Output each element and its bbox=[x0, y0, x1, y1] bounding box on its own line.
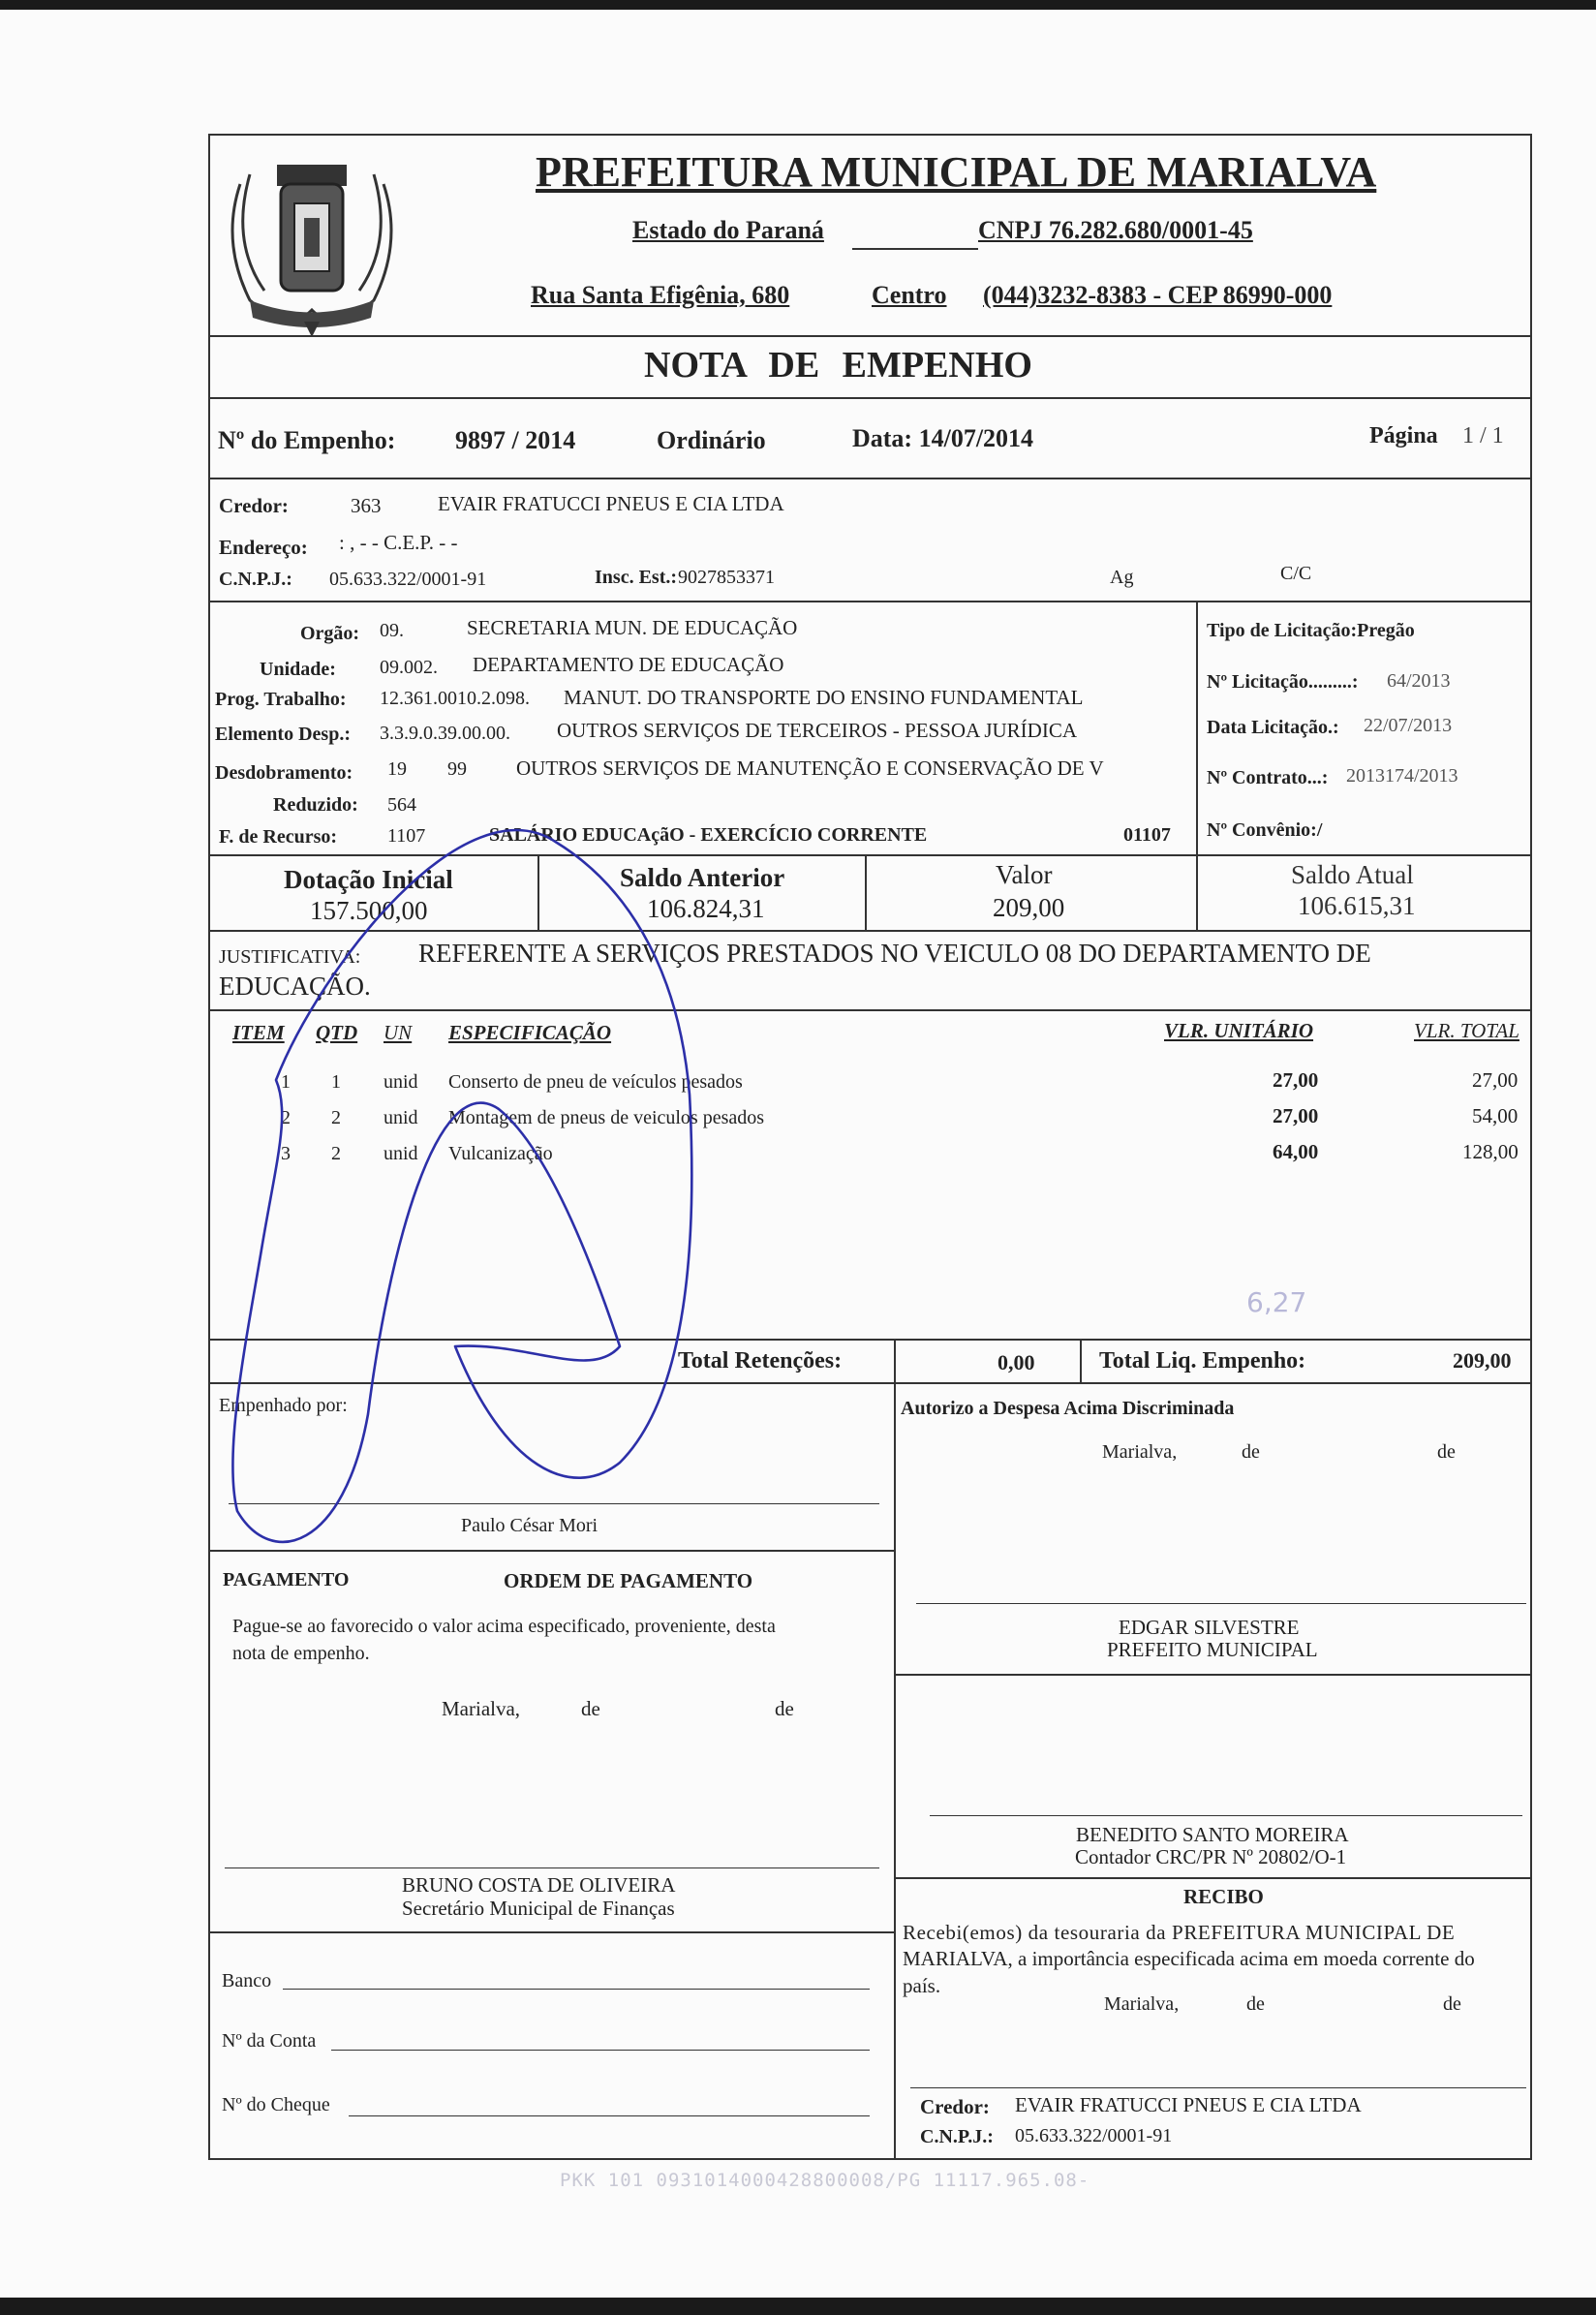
row-vlr-total: 128,00 bbox=[1462, 1140, 1519, 1163]
dotacao-label: Dotação Inicial bbox=[284, 865, 453, 894]
saldo-anterior-label: Saldo Anterior bbox=[620, 863, 785, 892]
row-vlr-total: 27,00 bbox=[1472, 1068, 1519, 1092]
prefeito-cargo: PREFEITO MUNICIPAL bbox=[1107, 1638, 1318, 1661]
desd-b: 99 bbox=[447, 758, 467, 780]
orgao-code: 09. bbox=[380, 620, 404, 641]
prog-code: 12.361.0010.2.098. bbox=[380, 688, 530, 709]
prog-name: MANUT. DO TRANSPORTE DO ENSINO FUNDAMENTAL bbox=[564, 686, 1084, 709]
elem-code: 3.3.9.0.39.00.00. bbox=[380, 723, 510, 744]
row-un: unid bbox=[384, 1107, 418, 1128]
saldo-atual-label: Saldo Atual bbox=[1291, 860, 1414, 889]
liq-empenho-label: Total Liq. Empenho: bbox=[1099, 1348, 1306, 1374]
empenho-label: Nº do Empenho: bbox=[218, 426, 396, 454]
unidade-name: DEPARTAMENTO DE EDUCAÇÃO bbox=[473, 653, 784, 676]
row-especificacao: Montagem de pneus de veiculos pesados bbox=[448, 1107, 765, 1128]
elem-name: OUTROS SERVIÇOS DE TERCEIROS - PESSOA JURÍDICA bbox=[557, 719, 1078, 742]
row-qtd: 1 bbox=[331, 1071, 341, 1093]
recibo-credor: EVAIR FRATUCCI PNEUS E CIA LTDA bbox=[1015, 2093, 1362, 2116]
prefeito-nome: EDGAR SILVESTRE bbox=[1119, 1616, 1300, 1639]
secretario-nome: BRUNO COSTA DE OLIVEIRA bbox=[402, 1873, 676, 1897]
autorizo-de: de bbox=[1242, 1441, 1260, 1463]
row-vlr-unitario: 27,00 bbox=[1273, 1104, 1319, 1127]
orgao-label: Orgão: bbox=[300, 623, 360, 644]
col-item: ITEM bbox=[232, 1021, 285, 1044]
valor-value: 209,00 bbox=[993, 893, 1065, 922]
licitacao-num-label: Nº Licitação.........: bbox=[1207, 671, 1359, 693]
dotacao-value: 157.500,00 bbox=[310, 896, 428, 925]
pagamento-de-2: de bbox=[775, 1697, 794, 1720]
justificativa-text: REFERENTE A SERVIÇOS PRESTADOS NO VEICULO 08 DO DEPARTAMENTO DE bbox=[418, 939, 1371, 968]
col-vlr-total: VLR. TOTAL bbox=[1414, 1019, 1519, 1042]
header-state: Estado do Paraná bbox=[632, 216, 824, 244]
reduz-value: 564 bbox=[387, 794, 416, 816]
col-vlr-unitario: VLR. UNITÁRIO bbox=[1164, 1019, 1314, 1042]
unidade-label: Unidade: bbox=[260, 659, 336, 680]
recibo-text-3: país. bbox=[903, 1974, 941, 1997]
margin-note: 6,27 bbox=[1246, 1286, 1307, 1318]
row-qtd: 2 bbox=[331, 1107, 341, 1128]
page-number: 1 / 1 bbox=[1462, 423, 1504, 448]
recibo-city: Marialva, bbox=[1104, 1993, 1180, 2015]
retencoes-label: Total Retenções: bbox=[678, 1348, 843, 1374]
insc-value: 9027853371 bbox=[678, 567, 775, 588]
header-address: Rua Santa Efigênia, 680 bbox=[531, 281, 790, 309]
recibo-text-2: MARIALVA, a importância especificada acima em moeda corrente do bbox=[903, 1947, 1475, 1970]
row-un: unid bbox=[384, 1143, 418, 1164]
saldo-atual-value: 106.615,31 bbox=[1298, 891, 1416, 920]
desd-name: OUTROS SERVIÇOS DE MANUTENÇÃO E CONSERVAÇÃO DE V bbox=[516, 756, 1104, 780]
licitacao-data: 22/07/2013 bbox=[1364, 715, 1453, 736]
page-label: Página bbox=[1369, 423, 1438, 448]
unidade-code: 09.002. bbox=[380, 657, 438, 678]
recibo-cnpj: 05.633.322/0001-91 bbox=[1015, 2125, 1173, 2146]
empenhado-por-label: Empenhado por: bbox=[219, 1395, 348, 1416]
col-especificacao: ESPECIFICAÇÃO bbox=[448, 1021, 612, 1044]
cnpj-label: C.N.P.J.: bbox=[219, 569, 292, 590]
pagamento-text: Pague-se ao favorecido o valor acima especificado, proveniente, desta bbox=[232, 1616, 776, 1637]
header-title: PREFEITURA MUNICIPAL DE MARIALVA bbox=[536, 148, 1377, 196]
recibo-text: Recebi(emos) da tesouraria da PREFEITURA MUNICIPAL DE bbox=[903, 1921, 1456, 1944]
insc-label: Insc. Est.: bbox=[595, 567, 678, 588]
justificativa-label: JUSTIFICATIVA: bbox=[219, 946, 361, 968]
doc-title: NOTA DE EMPENHO bbox=[644, 345, 1032, 386]
row-item: 3 bbox=[281, 1143, 291, 1164]
credor-label: Credor: bbox=[219, 494, 289, 517]
retencoes-value: 0,00 bbox=[998, 1350, 1035, 1374]
endereco-label: Endereço: bbox=[219, 536, 308, 559]
autorizo-label: Autorizo a Despesa Acima Discriminada bbox=[901, 1398, 1235, 1419]
cheque-label: Nº do Cheque bbox=[222, 2094, 330, 2115]
footer-code: PKK 101 0931014000428800008/PG 11117.965.08- bbox=[560, 2170, 1090, 2191]
recibo-de-2: de bbox=[1443, 1993, 1461, 2015]
contrato-label: Nº Contrato...: bbox=[1207, 767, 1329, 788]
autorizo-city: Marialva, bbox=[1102, 1441, 1178, 1463]
cnpj-value: 05.633.322/0001-91 bbox=[329, 569, 487, 590]
row-item: 1 bbox=[281, 1071, 291, 1093]
row-vlr-total: 54,00 bbox=[1472, 1104, 1519, 1127]
recibo-title: RECIBO bbox=[1183, 1885, 1264, 1908]
recibo-credor-label: Credor: bbox=[920, 2095, 990, 2118]
banco-label: Banco bbox=[222, 1970, 272, 1991]
contador-nome: BENEDITO SANTO MOREIRA bbox=[1076, 1823, 1349, 1846]
empenho-type: Ordinário bbox=[657, 426, 766, 454]
justificativa-text-2: EDUCAÇÃO. bbox=[219, 972, 371, 1001]
convenio: Nº Convênio:/ bbox=[1207, 819, 1323, 841]
saldo-anterior-value: 106.824,31 bbox=[647, 894, 765, 923]
row-especificacao: Vulcanização bbox=[448, 1143, 553, 1164]
header-phone-cep: (044)3232-8383 - CEP 86990-000 bbox=[983, 281, 1333, 309]
pagamento-de: de bbox=[581, 1697, 600, 1720]
empenhado-nome: Paulo César Mori bbox=[461, 1515, 598, 1536]
valor-label: Valor bbox=[996, 860, 1053, 889]
autorizo-de-2: de bbox=[1437, 1441, 1456, 1463]
reduz-label: Reduzido: bbox=[273, 794, 358, 816]
ag-label: Ag bbox=[1110, 567, 1134, 588]
desd-label: Desdobramento: bbox=[215, 762, 353, 784]
contador-cargo: Contador CRC/PR Nº 20802/O-1 bbox=[1075, 1845, 1347, 1868]
contrato-value: 2013174/2013 bbox=[1346, 765, 1458, 787]
desd-a: 19 bbox=[387, 758, 407, 780]
recibo-de: de bbox=[1246, 1993, 1265, 2015]
header-cnpj: CNPJ 76.282.680/0001-45 bbox=[978, 216, 1253, 244]
recibo-cnpj-label: C.N.P.J.: bbox=[920, 2126, 994, 2147]
elem-label: Elemento Desp.: bbox=[215, 724, 351, 745]
secretario-cargo: Secretário Municipal de Finanças bbox=[402, 1897, 675, 1920]
row-vlr-unitario: 64,00 bbox=[1273, 1140, 1319, 1163]
rec-label: F. de Recurso: bbox=[219, 826, 338, 848]
row-qtd: 2 bbox=[331, 1143, 341, 1164]
endereco-value: : , - - C.E.P. - - bbox=[339, 531, 458, 554]
pagamento-label: PAGAMENTO bbox=[223, 1569, 350, 1590]
row-un: unid bbox=[384, 1071, 418, 1093]
credor-code: 363 bbox=[351, 494, 382, 517]
licitacao-num: 64/2013 bbox=[1387, 670, 1451, 692]
rec-number: 01107 bbox=[1123, 824, 1171, 846]
licitacao-type: Tipo de Licitação:Pregão bbox=[1207, 620, 1415, 641]
rec-name: SALÁRIO EDUCAçãO - EXERCÍCIO CORRENTE bbox=[489, 824, 928, 846]
cc-label: C/C bbox=[1280, 563, 1312, 584]
credor-name: EVAIR FRATUCCI PNEUS E CIA LTDA bbox=[438, 492, 784, 515]
header-district: Centro bbox=[872, 281, 947, 309]
col-qtd: QTD bbox=[316, 1021, 358, 1044]
row-vlr-unitario: 27,00 bbox=[1273, 1068, 1319, 1092]
empenho-date: Data: 14/07/2014 bbox=[852, 424, 1034, 452]
row-item: 2 bbox=[281, 1107, 291, 1128]
orgao-name: SECRETARIA MUN. DE EDUCAÇÃO bbox=[467, 616, 798, 639]
ordem-label: ORDEM DE PAGAMENTO bbox=[504, 1569, 753, 1592]
rec-code: 1107 bbox=[387, 825, 426, 847]
licitacao-data-label: Data Licitação.: bbox=[1207, 717, 1339, 738]
row-especificacao: Conserto de pneu de veículos pesados bbox=[448, 1071, 743, 1093]
col-un: UN bbox=[384, 1021, 413, 1044]
pagamento-text-2: nota de empenho. bbox=[232, 1643, 370, 1664]
liq-empenho-value: 209,00 bbox=[1453, 1348, 1512, 1373]
conta-label: Nº da Conta bbox=[222, 2030, 317, 2052]
empenho-number: 9897 / 2014 bbox=[455, 426, 576, 454]
pagamento-city: Marialva, bbox=[442, 1697, 521, 1720]
prog-label: Prog. Trabalho: bbox=[215, 689, 347, 710]
